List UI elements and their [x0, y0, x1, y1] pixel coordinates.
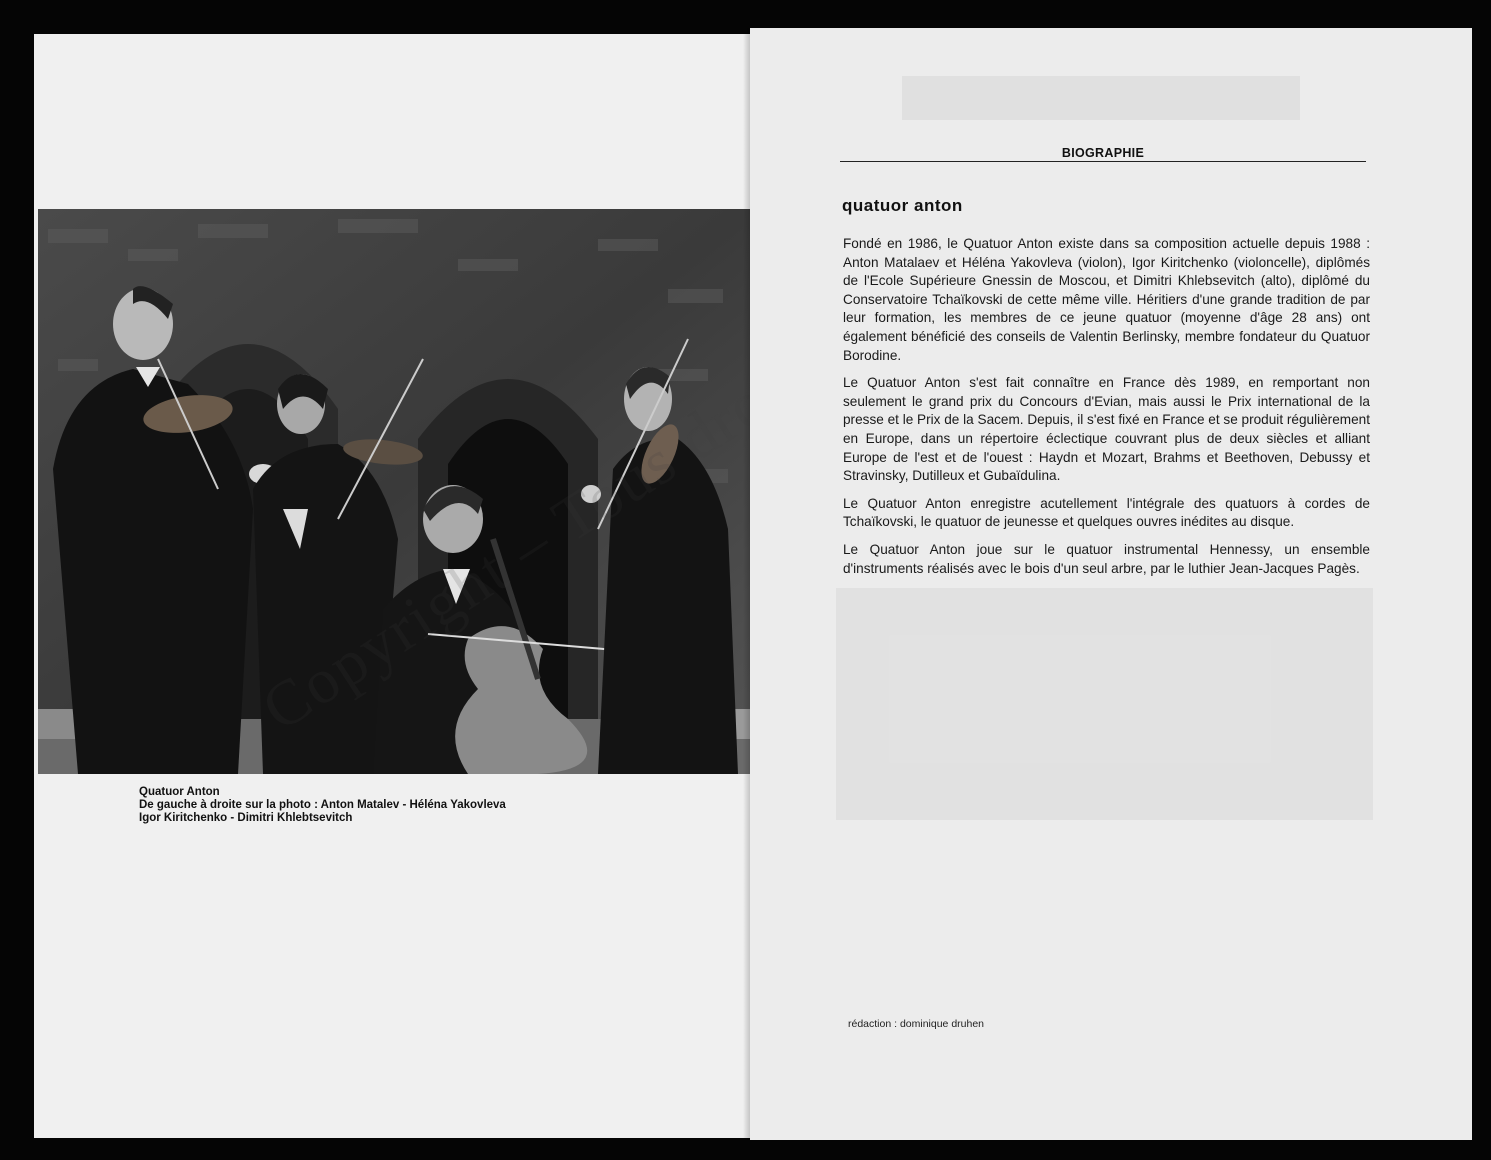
bleed-through-banner	[902, 76, 1300, 120]
quartet-photo	[38, 209, 752, 774]
left-page	[34, 34, 750, 1138]
biography-title: quatuor anton	[842, 196, 963, 215]
photo-caption	[139, 786, 739, 825]
caption-names-line1: De gauche à droite sur la photo : Anton Matalev - Héléna Yakovleva	[139, 799, 506, 811]
bio-paragraph: Fondé en 1986, le Quatuor Anton existe dans sa composition actuelle depuis 1988 : Anton Matalaev et Héléna Yakovleva (violon), Igor Kiritchenko (violoncelle), diplômés de l'Ecole Supérieure Gnessin de Moscou, et Dimitri Khlebsevitch (alto), diplômé du Conservatoire Tchaïkovski de cette même ville. Héritiers d'une grande tradition de par leur formation, les membres de ce jeune quatuor (moyenne d'âge 28 ans) ont également bénéficié des conseils de Valentin Berlinsky, membre fondateur du Quatuor Borodine.	[843, 236, 1370, 363]
bleed-through-box	[836, 588, 1373, 820]
biography-body	[843, 235, 1370, 587]
editorial-credit: rédaction : dominique druhen	[848, 1018, 985, 1030]
bio-paragraph: Le Quatuor Anton s'est fait connaître en France dès 1989, en remportant non seulement le grand prix du Concours d'Evian, mais aussi le Prix international de la presse et le Prix de la Sacem. Depuis, il s'est fixé en France et se produit régulièrement en Europe, dans un répertoire éclectique couvrant plus de deux siècles et alliant Europe de l'est et de l'ouest : Haydn et Mozart, Brahms et Beethoven, Debussy et Stravinsky, Dutilleux et Gubaïdulina.	[843, 375, 1370, 484]
bio-paragraph: Le Quatuor Anton joue sur le quatuor instrumental Hennessy, un ensemble d'instruments réalisés avec le bois d'un seul arbre, par le luthier Jean-Jacques Pagès.	[843, 541, 1370, 576]
caption-title: Quatuor Anton	[139, 786, 220, 798]
caption-names-line2: Igor Kiritchenko - Dimitri Khlebtsevitch	[139, 812, 353, 824]
right-page	[750, 28, 1472, 1140]
section-header: BIOGRAPHIE	[840, 146, 1366, 162]
bio-paragraph: Le Quatuor Anton enregistre acutellement l'intégrale des quatuors à cordes de Tchaïkovski, le quatuor de jeunesse et quelques ouvres inédites au disque.	[843, 495, 1370, 530]
